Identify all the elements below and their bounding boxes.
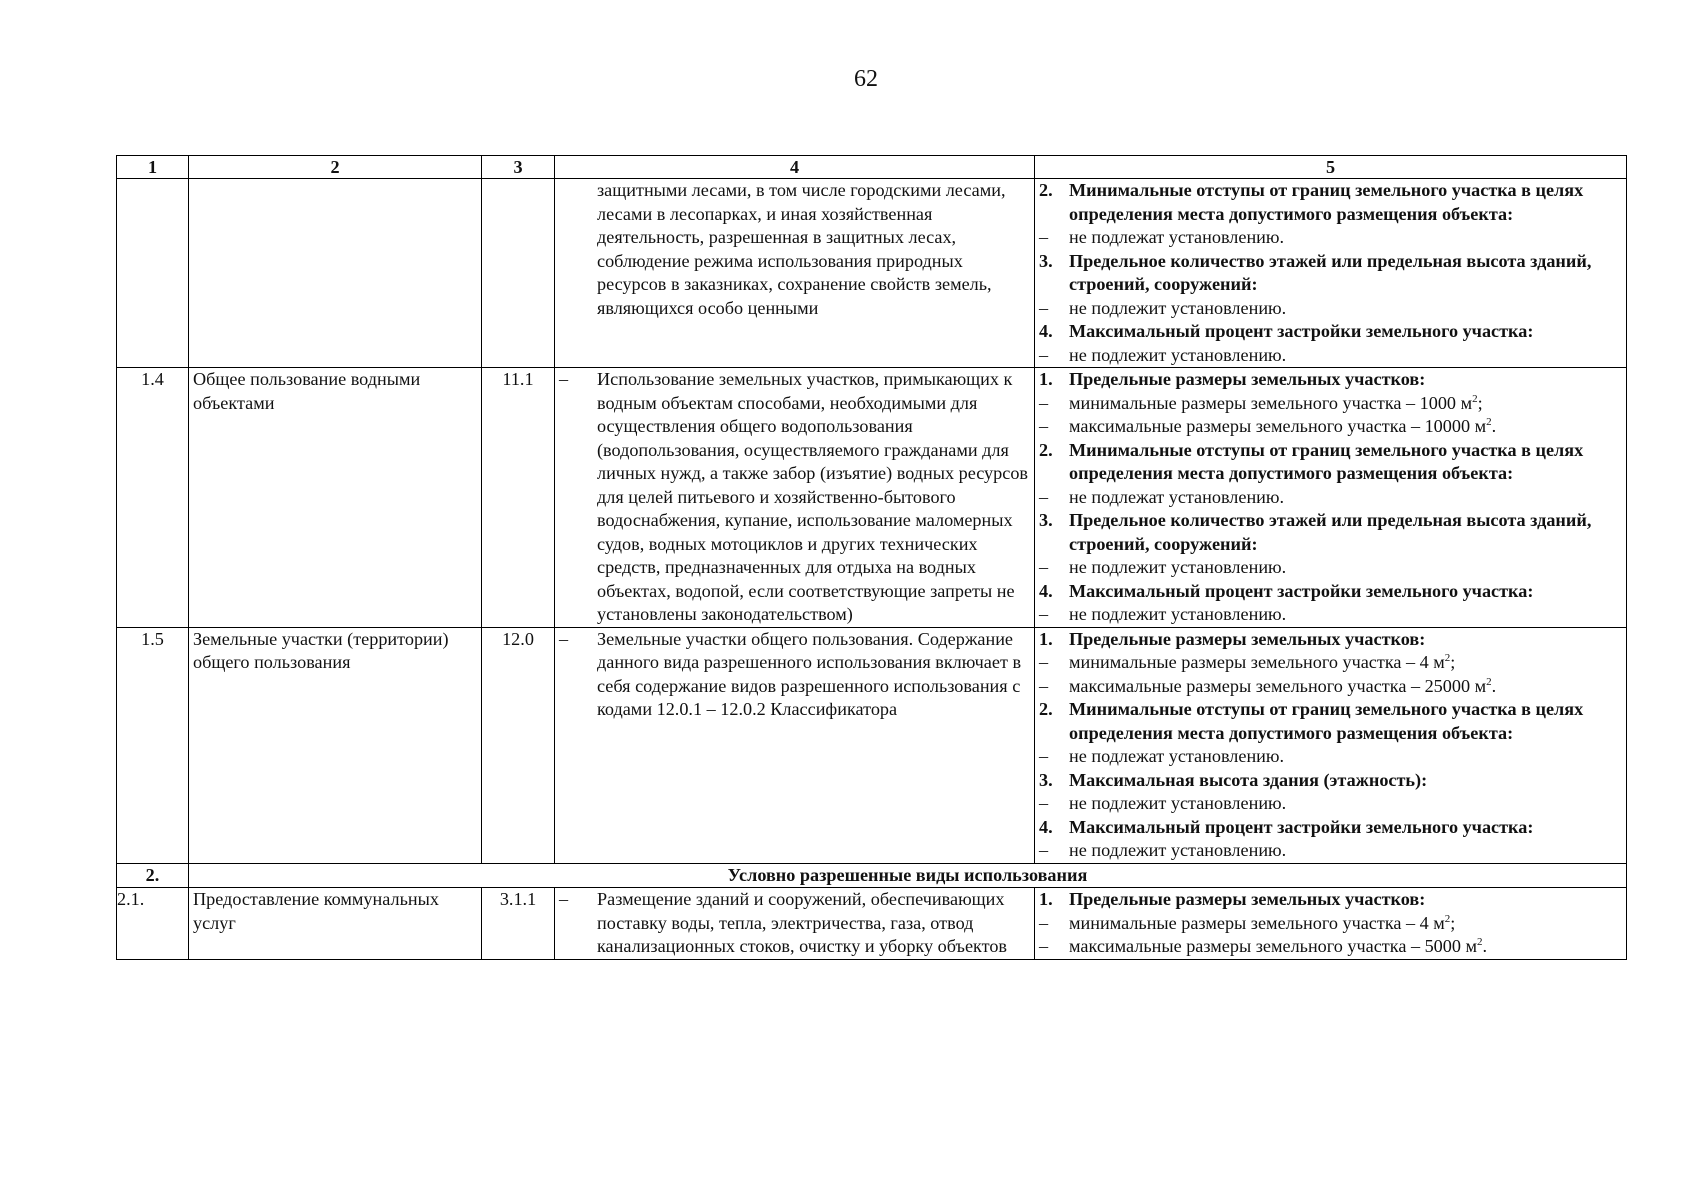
column-header: 2 <box>189 156 482 179</box>
use-name-cell <box>189 179 482 368</box>
parameter-heading <box>1039 769 1622 793</box>
list-marker: – <box>1039 392 1049 413</box>
list-marker: – <box>1039 486 1049 507</box>
description-cell <box>555 179 1035 368</box>
parameter-heading <box>1039 816 1622 840</box>
description-cell <box>555 627 1035 863</box>
parameter-heading <box>1039 628 1622 652</box>
parameter-text: Минимальные отступы от границ земельного участка в целях определения места допустимого размещения объекта: <box>1069 439 1584 483</box>
parameter-text: максимальные размеры земельного участка – 5000 $м^2$. <box>1069 936 1488 956</box>
list-marker: 3. <box>1039 250 1053 271</box>
parameter-text: не подлежат установлению. <box>1069 746 1285 766</box>
parameter-text: не подлежит установлению. <box>1069 344 1287 365</box>
superscript: 2 <box>1477 936 1483 948</box>
parameter-value <box>1039 675 1622 699</box>
parameter-text: не подлежат установлению. <box>1069 486 1285 507</box>
code-cell: 3.1.1 <box>482 888 555 960</box>
parameter-text: не подлежат установлению. <box>1069 227 1285 247</box>
superscript: 2 <box>1444 912 1451 925</box>
parameter-text: Предельное количество этажей или предельная высота зданий, строений, сооружений: <box>1069 510 1592 554</box>
superscript: 2 <box>1472 392 1478 405</box>
use-name-cell: Земельные участки (территории) общего пользования <box>189 627 482 863</box>
parameter-value <box>1039 745 1622 769</box>
list-marker: 4. <box>1039 816 1053 837</box>
list-marker: 2. <box>1039 180 1053 200</box>
table-row <box>117 179 1627 368</box>
parameter-value <box>1039 392 1622 416</box>
code-cell: 12.0 <box>482 627 555 863</box>
use-name-cell: Предоставление коммунальных услуг <box>189 888 482 960</box>
list-marker: 2. <box>1039 699 1053 719</box>
list-marker: – <box>1039 297 1049 318</box>
parameter-heading <box>1039 888 1622 912</box>
list-marker: – <box>1039 793 1049 813</box>
row-number-cell <box>117 179 189 368</box>
parameter-value <box>1039 792 1622 816</box>
description-cell <box>555 368 1035 628</box>
parameter-heading <box>1039 439 1622 486</box>
superscript: 2 <box>1486 416 1492 428</box>
list-marker: – <box>1039 840 1049 860</box>
use-name-cell: Общее пользование водными объектами <box>189 368 482 628</box>
list-marker: 1. <box>1039 889 1053 909</box>
parameter-text: максимальные размеры земельного участка – 10000 $м^2$. <box>1069 416 1497 436</box>
parameter-value <box>1039 839 1622 863</box>
superscript: 2 <box>1444 652 1451 664</box>
parameters-cell <box>1035 627 1627 863</box>
parameter-value <box>1039 912 1622 936</box>
parameter-heading <box>1039 580 1622 604</box>
code-cell <box>482 179 555 368</box>
parameter-value <box>1039 603 1622 627</box>
parameter-value <box>1039 651 1622 675</box>
parameter-text: не подлежит установлению. <box>1069 557 1287 577</box>
list-marker: – <box>1039 912 1049 933</box>
parameter-text: Максимальная высота здания (этажность): <box>1069 769 1428 790</box>
parameter-text: Предельные размеры земельных участков: <box>1069 889 1426 909</box>
column-header: 1 <box>117 156 189 179</box>
parameter-text: Минимальные отступы от границ земельного участка в целях определения места допустимого размещения объекта: <box>1069 699 1584 743</box>
section-title: Условно разрешенные виды использования <box>189 863 1627 888</box>
list-marker: – <box>1039 652 1049 672</box>
parameter-text: Предельное количество этажей или предельная высота зданий, строений, сооружений: <box>1069 250 1592 294</box>
row-number-cell: 2.1. <box>117 888 189 960</box>
parameter-heading <box>1039 509 1622 556</box>
description-cell <box>555 888 1035 960</box>
dash-marker: – <box>559 889 569 909</box>
column-header: 4 <box>555 156 1035 179</box>
dash-marker: – <box>559 369 569 389</box>
regulations-table <box>116 155 1627 960</box>
parameter-value <box>1039 935 1622 959</box>
list-marker: 1. <box>1039 628 1053 649</box>
list-marker: – <box>1039 746 1049 766</box>
list-marker: 4. <box>1039 321 1053 341</box>
parameter-text: минимальные размеры земельного участка – 4 $м^2$; <box>1069 912 1456 933</box>
parameters-cell <box>1035 368 1627 628</box>
code-cell: 11.1 <box>482 368 555 628</box>
description-text: Использование земельных участков, примыкающих к водным объектам способами, необходимыми для осуществления общего водопользования (водопользования, осуществляемого гражданами для личных нужд, а также забор (изъятие) водных ресурсов для целей питьевого и хозяйственно-бытового водоснабжения, купание, использование маломерных судов, водных мотоциклов и других технических средств, предназначенных для отдыха на водных объектах, водопой, если соответствующие запреты не установлены законодательством) <box>597 369 1029 624</box>
list-marker: – <box>1039 557 1049 577</box>
parameter-text: не подлежит установлению. <box>1069 297 1287 318</box>
parameter-heading <box>1039 320 1622 344</box>
superscript: 2 <box>1486 675 1492 688</box>
list-marker: – <box>1039 416 1049 436</box>
list-marker: – <box>1039 604 1049 624</box>
list-marker: – <box>1039 227 1049 247</box>
parameter-value <box>1039 297 1622 321</box>
list-marker: 3. <box>1039 769 1053 790</box>
parameter-value <box>1039 226 1622 250</box>
list-marker: 3. <box>1039 510 1053 530</box>
list-marker: – <box>1039 675 1049 696</box>
description-text: Земельные участки общего пользования. Содержание данного вида разрешенного использования включает в себя содержание видов разрешенного использования с кодами 12.0.1 – 12.0.2 Классификатора <box>597 628 1022 719</box>
table-header-row <box>117 156 1627 179</box>
list-marker: 4. <box>1039 580 1053 601</box>
row-number-cell: 1.4 <box>117 368 189 628</box>
parameter-text: Максимальный процент застройки земельного участка: <box>1069 321 1534 341</box>
table-row <box>117 368 1627 628</box>
parameter-value <box>1039 486 1622 510</box>
section-number: 2. <box>117 863 189 888</box>
table-row <box>117 888 1627 960</box>
parameter-text: не подлежит установлению. <box>1069 604 1287 624</box>
parameter-heading <box>1039 698 1622 745</box>
parameter-text: Предельные размеры земельных участков: <box>1069 628 1426 649</box>
list-marker: – <box>1039 936 1049 956</box>
description-text: Размещение зданий и сооружений, обеспечивающих поставку воды, тепла, электричества, газа, отвод канализационных стоков, очистку и уборку объектов <box>597 889 1008 956</box>
row-number-cell: 1.5 <box>117 627 189 863</box>
parameter-text: максимальные размеры земельного участка – 25000 $м^2$. <box>1069 675 1497 696</box>
parameter-value <box>1039 415 1622 439</box>
list-marker: 2. <box>1039 439 1053 460</box>
column-header: 5 <box>1035 156 1627 179</box>
dash-marker: – <box>559 628 569 649</box>
parameter-value <box>1039 556 1622 580</box>
parameter-text: Максимальный процент застройки земельного участка: <box>1069 580 1534 601</box>
parameters-cell <box>1035 179 1627 368</box>
parameter-text: не подлежит установлению. <box>1069 793 1287 813</box>
description-text: защитными лесами, в том числе городскими лесами, лесами в лесопарках, и иная хозяйственная деятельность, разрешенная в защитных лесах, соблюдение режима использования природных ресурсов в заказниках, сохранение свойств земель, являющихся особо ценными <box>597 180 1006 318</box>
parameter-text: минимальные размеры земельного участка – 1000 $м^2$; <box>1069 392 1483 413</box>
page-number: 62 <box>854 66 878 92</box>
parameter-value <box>1039 344 1622 368</box>
parameter-heading <box>1039 368 1622 392</box>
parameter-text: Минимальные отступы от границ земельного участка в целях определения места допустимого размещения объекта: <box>1069 180 1584 224</box>
parameter-heading <box>1039 179 1622 226</box>
parameter-text: Предельные размеры земельных участков: <box>1069 369 1426 389</box>
list-marker: – <box>1039 344 1049 365</box>
parameters-cell <box>1035 888 1627 960</box>
parameter-text: Максимальный процент застройки земельного участка: <box>1069 816 1534 837</box>
parameter-text: минимальные размеры земельного участка – 4 $м^2$; <box>1069 652 1456 672</box>
table-row <box>117 627 1627 863</box>
section-row <box>117 863 1627 888</box>
parameter-heading <box>1039 250 1622 297</box>
column-header: 3 <box>482 156 555 179</box>
list-marker: 1. <box>1039 369 1053 389</box>
parameter-text: не подлежит установлению. <box>1069 840 1287 860</box>
